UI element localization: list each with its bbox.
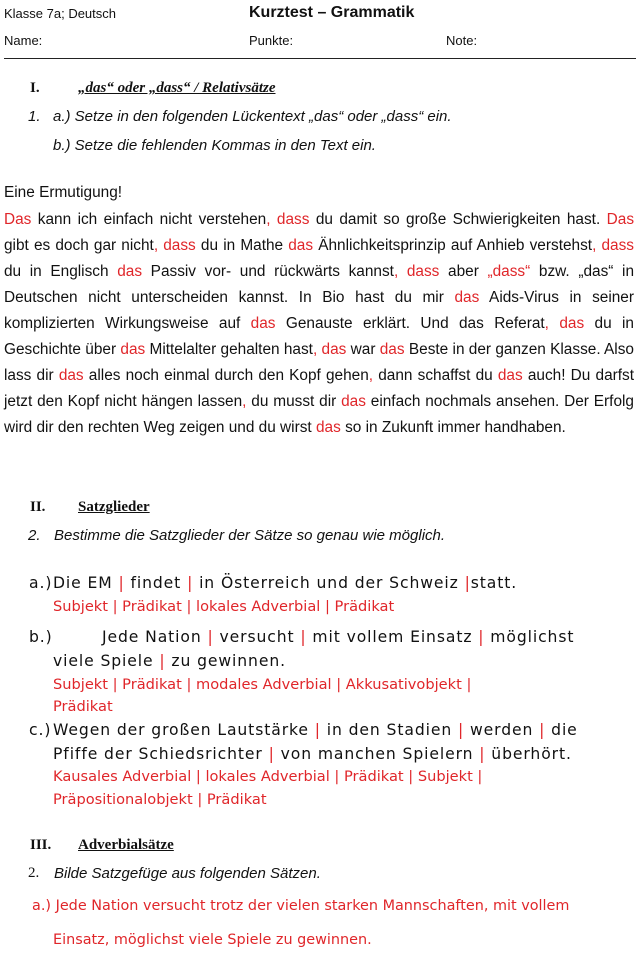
answer-fill: das — [341, 393, 366, 410]
text-run: so in Zukunft immer handhaben. — [340, 419, 566, 436]
answer-fill: , dass — [592, 237, 635, 254]
answer-fill: , das — [544, 315, 585, 332]
text-run: du in Englisch — [4, 263, 118, 280]
item-c-answer-line2: Präpositionalobjekt | Prädikat — [53, 791, 267, 808]
answer-fill: | — [268, 745, 275, 763]
answer-fill: | — [314, 721, 321, 739]
item-b-sentence-line2 — [53, 652, 286, 670]
answer-fill: | — [300, 628, 307, 646]
item-c-sentence-line2 — [53, 745, 572, 763]
text-run: mit vollem Einsatz — [306, 628, 479, 646]
text-run: die — [545, 721, 578, 739]
task-1-number: 1. — [28, 108, 41, 125]
section-3-title: Adverbialsätze — [78, 837, 174, 853]
item-a-answer: Subjekt | Prädikat | lokales Adverbial | Prädikat — [53, 598, 395, 615]
text-run: überhört. — [485, 745, 572, 763]
item-c-answer-line1: Kausales Adverbial | lokales Adverbial | Prädikat | Subjekt | — [53, 768, 483, 785]
answer-fill: , — [242, 393, 247, 410]
text-run: von manchen Spielern — [274, 745, 480, 763]
answer-fill: das — [454, 289, 480, 306]
section-3-number: III. — [30, 837, 52, 853]
answer-fill: , dass — [153, 237, 196, 254]
name-label: Name: — [4, 33, 43, 48]
text-run: versucht — [213, 628, 301, 646]
text-title: Eine Ermutigung! — [4, 184, 123, 201]
text-run: gibt es doch gar nicht — [4, 237, 154, 254]
item-b-label: b.) — [29, 628, 53, 646]
answer-fill: , das — [312, 341, 347, 358]
text-run: du in Mathe — [195, 237, 289, 254]
text-run: Ähnlichkeitsprinzip auf Anhieb verstehst — [313, 237, 593, 254]
task-3: Bilde Satzgefüge aus folgenden Sätzen. — [54, 865, 321, 882]
answer-fill: | — [159, 652, 166, 670]
item-a-label: a.) — [29, 574, 53, 592]
answer-fill: das — [250, 315, 276, 332]
text-run: findet — [124, 574, 188, 592]
answer-fill: das — [120, 341, 146, 358]
item-b-answer-line2: Prädikat — [53, 698, 113, 715]
answer-fill: das — [117, 263, 143, 280]
text-run: aber — [439, 263, 488, 280]
item-c-label: c.) — [29, 721, 52, 739]
answer-fill: | — [464, 574, 471, 592]
task-3-number: 2. — [28, 865, 40, 881]
text-run: dann schaffst du — [373, 367, 498, 384]
grade-label: Note: — [446, 33, 478, 48]
text-run: du damit so große Schwierigkeiten hast. — [309, 211, 607, 228]
answer-fill: Das — [606, 211, 635, 228]
answer-fill: | — [207, 628, 214, 646]
text-run: zu gewinnen. — [165, 652, 286, 670]
section-2-title: Satzglieder — [78, 499, 150, 515]
answer-fill: das — [497, 367, 523, 384]
text-run: werden — [464, 721, 540, 739]
text-run: alles noch einmal durch den Kopf gehen — [83, 367, 369, 384]
paragraph-runs — [4, 211, 634, 436]
section-2-number: II. — [30, 499, 46, 515]
item-c-sentence-line1 — [53, 721, 578, 739]
text-run: in Österreich und der Schweiz — [193, 574, 465, 592]
answer-fill: „dass“ — [487, 263, 531, 280]
answer-fill: | — [479, 745, 486, 763]
task-2: Bestimme die Satzglieder der Sätze so genau wie möglich. — [54, 527, 446, 544]
answer-fill: | — [458, 721, 465, 739]
text-run: Die EM — [53, 574, 119, 592]
task-1b: b.) Setze die fehlenden Kommas in den Text ein. — [53, 137, 376, 154]
section-1-title: „das“ oder „dass“ / Relativsätze — [78, 80, 276, 96]
text-run: in den Stadien — [320, 721, 458, 739]
page-title: Kurztest – Grammatik — [249, 4, 415, 21]
section-1-number: I. — [30, 80, 40, 96]
class-label: Klasse 7a; Deutsch — [4, 6, 117, 21]
answer-fill: Das — [4, 211, 32, 228]
answer-fill: | — [187, 574, 194, 592]
answer-fill: | — [478, 628, 485, 646]
item-b-answer-line1: Subjekt | Prädikat | modales Adverbial | Akkusativobjekt | — [53, 676, 472, 693]
text-run: Aids-Virus in seiner komplizierten Wirkungsweise auf — [4, 289, 634, 332]
task-2-number: 2. — [28, 527, 41, 544]
answer-fill: das — [58, 367, 84, 384]
text-run: statt. — [470, 574, 518, 592]
answer-fill: , — [368, 367, 374, 384]
points-label: Punkte: — [249, 33, 294, 48]
answer-fill: , dass — [393, 263, 440, 280]
header-divider — [4, 58, 636, 59]
text-run: einfach nochmals ansehen. Der Erfolg wird dir den rechten Weg zeigen und du wirst — [4, 393, 634, 436]
task-3-answer-line2: Einsatz, möglichst viele Spiele zu gewinnen. — [53, 932, 372, 948]
text-run: möglichst — [484, 628, 575, 646]
text-run: Genauste erklärt. Und das Referat — [275, 315, 545, 332]
answer-fill: das — [288, 237, 314, 254]
item-a-sentence — [53, 574, 517, 592]
text-run: Mittelalter gehalten hast — [145, 341, 313, 358]
task-3-answer-line1: a.) Jede Nation versucht trotz der vielen starken Mannschaften, mit vollem — [32, 898, 570, 914]
item-b-sentence-line1 — [102, 628, 574, 646]
text-run: Wegen der großen Lautstärke — [53, 721, 315, 739]
text-run: bzw. „das“ in Deutschen nicht unterscheiden kannst. In Bio hast du mir — [4, 263, 635, 306]
text-run: auch! Du darfst jetzt den Kopf nicht hängen lassen — [4, 367, 634, 410]
text-run: du musst dir — [246, 393, 342, 410]
task-1a: a.) Setze in den folgenden Lückentext „das“ oder „dass“ ein. — [53, 108, 452, 125]
cloze-paragraph — [4, 207, 634, 441]
text-run: Passiv vor- und rückwärts kannst — [142, 263, 394, 280]
text-run: Jede Nation — [102, 628, 208, 646]
answer-fill: , dass — [266, 211, 310, 228]
answer-fill: | — [118, 574, 125, 592]
answer-fill: | — [539, 721, 546, 739]
text-run: viele Spiele — [53, 652, 160, 670]
text-run: Pfiffe der Schiedsrichter — [53, 745, 269, 763]
text-run: Beste in der ganzen Klasse. Also lass dir — [4, 341, 634, 384]
text-run: war — [346, 341, 380, 358]
answer-fill: das — [315, 419, 341, 436]
text-run: du in Geschichte über — [4, 315, 634, 358]
text-run: kann ich einfach nicht verstehen — [31, 211, 267, 228]
answer-fill: das — [379, 341, 405, 358]
